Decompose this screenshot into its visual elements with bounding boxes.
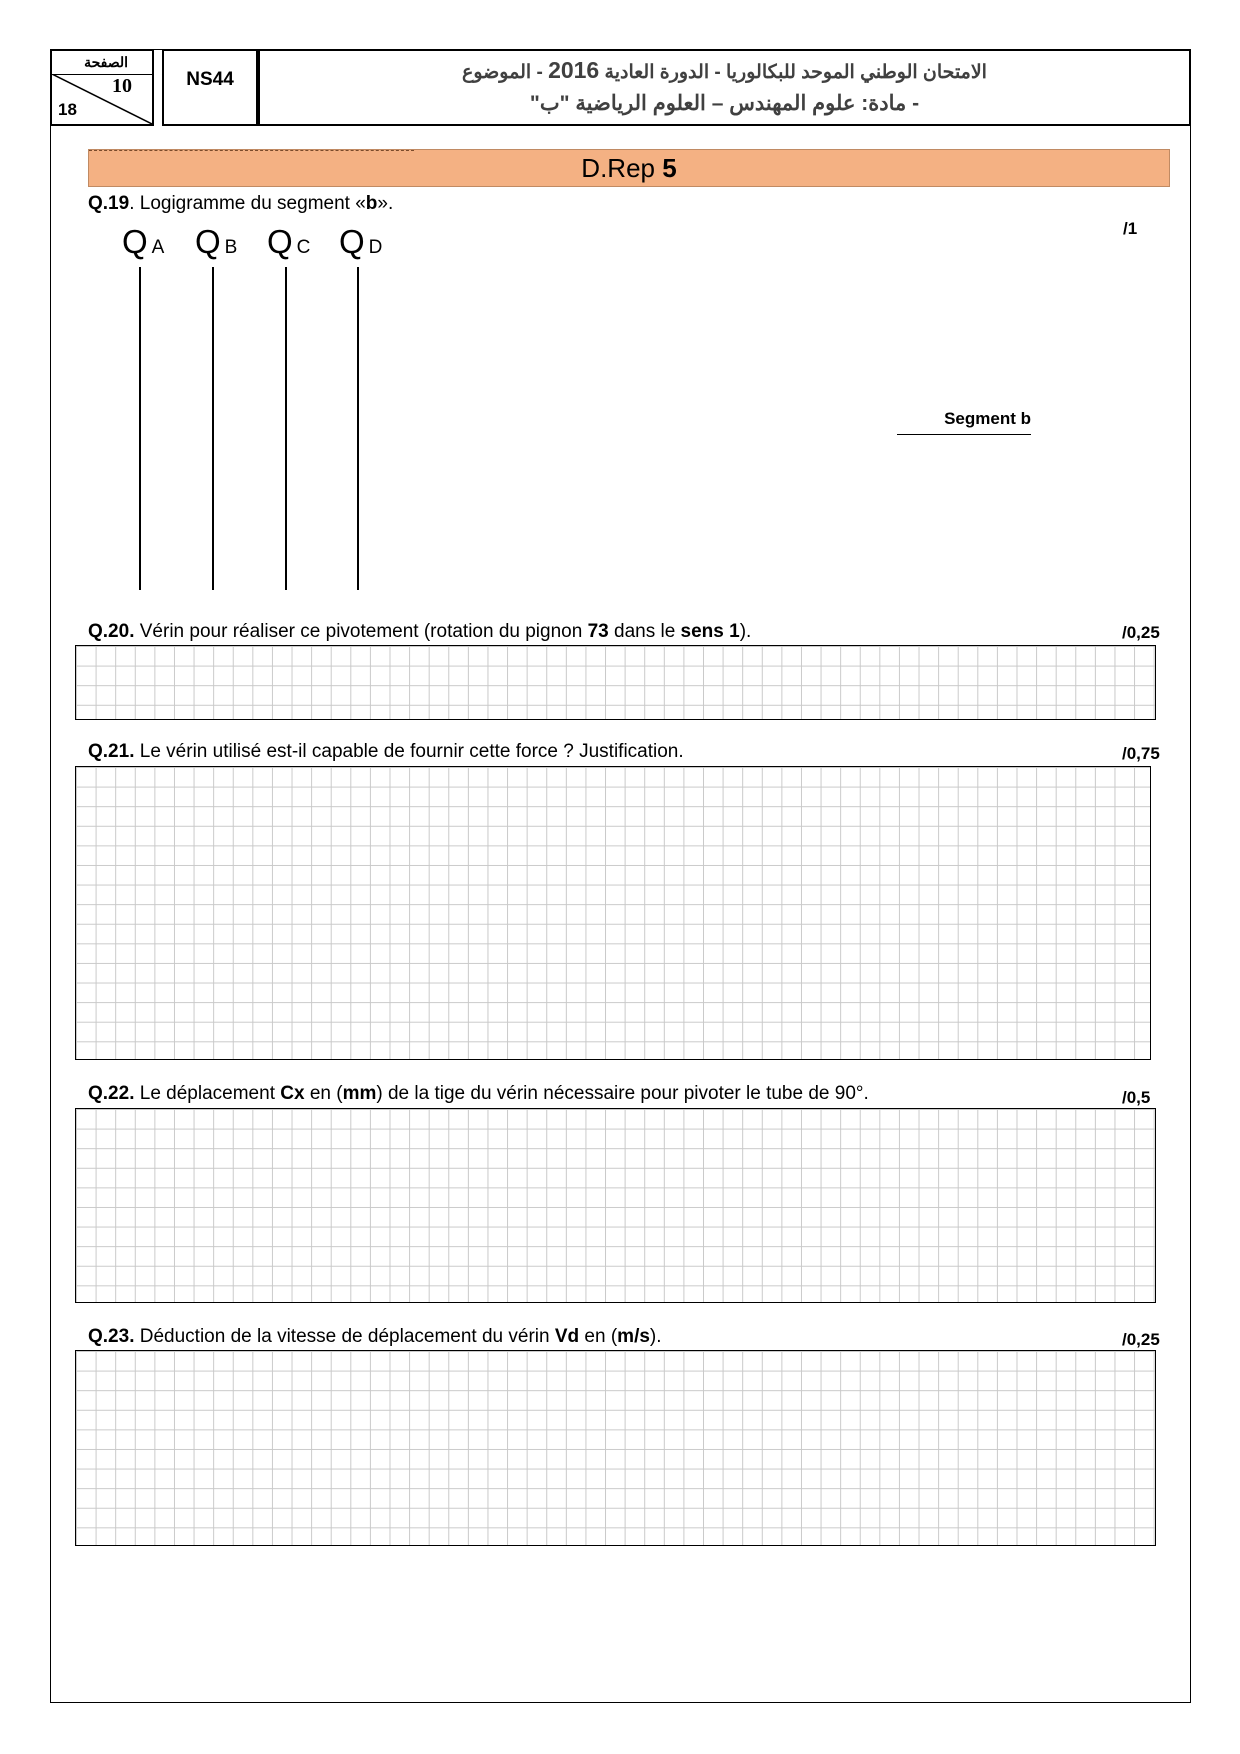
question-id: Q.19	[88, 193, 130, 214]
answer-grid-23[interactable]	[75, 1350, 1156, 1546]
variable-qc	[267, 223, 310, 261]
score-23: /0,25	[1122, 1330, 1160, 1349]
question-id: Q.23.	[88, 1326, 135, 1347]
question-text: ).	[739, 621, 752, 642]
variable-qb	[195, 223, 237, 261]
question-text: ».	[377, 193, 394, 214]
variable-line-qd	[357, 267, 359, 590]
variable-letter: Q	[267, 223, 293, 260]
banner-title	[89, 153, 1169, 184]
exam-code: NS44	[186, 69, 234, 90]
variable-qd	[339, 223, 382, 261]
banner-dash	[89, 150, 414, 151]
question-text: en (	[579, 1326, 618, 1347]
banner-prefix: D.Rep	[581, 153, 655, 183]
question-id: Q.22.	[88, 1083, 135, 1104]
exam-title-a: الامتحان الوطني الموحد للبكالوريا - الدورة العادية	[604, 62, 987, 83]
question-text: Déduction de la vitesse de déplacement du vérin	[134, 1326, 555, 1347]
question-text: . Logigramme du segment «	[129, 193, 366, 214]
question-bold: 73	[587, 621, 609, 642]
variable-line-qa	[139, 267, 141, 590]
variable-sub: D	[368, 237, 383, 258]
exam-title-box	[258, 49, 1191, 126]
score-22: /0,5	[1122, 1088, 1151, 1107]
variable-sub: A	[151, 237, 165, 258]
exam-title-b: - الموضوع	[462, 62, 543, 83]
question-bold: Vd	[554, 1326, 580, 1347]
variable-letter: Q	[122, 223, 148, 260]
question-23	[88, 1326, 662, 1348]
score-21: /0,75	[1122, 744, 1160, 763]
question-text: Le déplacement	[134, 1083, 281, 1104]
page-total: 18	[58, 100, 77, 119]
answer-grid-20[interactable]	[75, 645, 1156, 720]
question-text: Vérin pour réaliser ce pivotement (rotation du pignon	[134, 621, 588, 642]
drep-banner	[88, 149, 1170, 187]
variable-letter: Q	[339, 223, 365, 260]
question-text: dans le	[608, 621, 681, 642]
question-22	[88, 1083, 869, 1105]
question-text: ) de la tige du vérin nécessaire pour pivoter le tube de 90°.	[376, 1083, 869, 1104]
question-text: en (	[304, 1083, 343, 1104]
variable-qa	[122, 223, 164, 261]
page-number-box	[50, 49, 154, 126]
exam-code-box	[162, 49, 258, 126]
exam-year: 2016	[548, 57, 600, 83]
question-id: Q.21.	[88, 741, 135, 762]
question-id: Q.20.	[88, 621, 135, 642]
question-bold: m/s	[617, 1326, 650, 1347]
question-21	[88, 741, 684, 763]
variable-line-qb	[212, 267, 214, 590]
score-20: /0,25	[1122, 623, 1160, 642]
question-text: Le vérin utilisé est-il capable de fournir cette force ? Justification.	[134, 741, 684, 762]
variable-letter: Q	[195, 223, 221, 260]
question-text: ).	[649, 1326, 662, 1347]
variable-sub: B	[224, 237, 238, 258]
question-20	[88, 621, 751, 643]
answer-grid-22[interactable]	[75, 1108, 1156, 1303]
question-bold: b	[365, 193, 378, 214]
page-label: الصفحة	[84, 54, 128, 70]
variable-line-qc	[285, 267, 287, 590]
question-bold: mm	[342, 1083, 377, 1104]
question-bold: sens 1	[680, 621, 740, 642]
question-19	[88, 193, 393, 215]
answer-grid-21[interactable]	[75, 766, 1151, 1060]
question-bold: Cx	[280, 1083, 305, 1104]
exam-title-line1	[260, 57, 1189, 84]
banner-number: 5	[662, 153, 677, 183]
exam-title-line2: - مادة: علوم المهندس – العلوم الرياضية "ب"	[529, 92, 920, 115]
variable-sub: C	[296, 237, 311, 258]
score-19: /1	[1123, 219, 1138, 238]
segment-label: Segment b	[897, 409, 1031, 435]
page-number: 10	[112, 75, 132, 97]
